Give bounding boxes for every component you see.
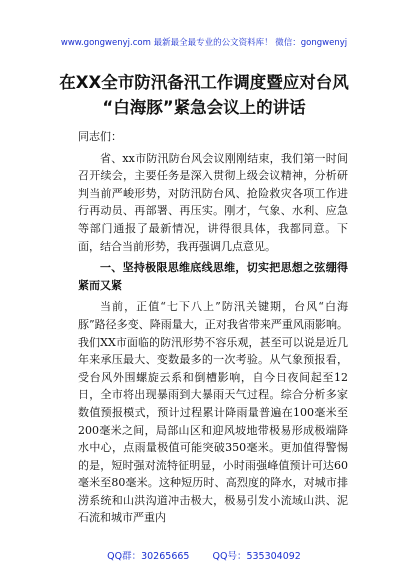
title-line-2: “白海豚”紧急会议上的讲话	[102, 98, 306, 117]
footer-qq-number: QQ号：535304092	[212, 551, 301, 562]
footer-contact	[0, 548, 408, 562]
paragraph-situation: 当前，正值“七下八上”防汛关键期，台风“白海豚”路径多变、降雨量大，正对我省带来严重风雨影响。我们XX市面临的防汛形势不容乐观，甚至可以说是近几年来承压最大、变数最多的一次考验。从气象预报看，受台风外围螺旋云系和倒槽影响，自今日夜间起至12日，全市将出现暴雨到大暴雨天气过程。综合分析多家数值预报模式，预计过程累计降雨量普遍在100毫米至200毫米之间，局部山区和迎风坡地带极易形成极端降水中心，点雨量极值可能突破350毫米。更加值得警惕的是，短时强对流特征明显，小时雨强峰值预计可达60毫米至80毫米。这种短历时、高烈度的降水，对城市排涝系统和山洪沟道冲击极大，极易引发小流域山洪、泥石流和城市严重内	[78, 300, 348, 525]
footer-qq-group: QQ群：30265665	[107, 551, 190, 562]
document-title	[0, 70, 408, 120]
section-heading-1: 一、坚持极限思维底线思维，切实把思想之弦绷得紧而又紧	[78, 261, 348, 292]
document-body	[78, 128, 348, 527]
greeting: 同志们：	[78, 130, 122, 143]
paragraph-intro: 省、xx市防汛防台风会议刚刚结束，我们第一时间召开续会，主要任务是深入贯彻上级会议精神，分析研判当前严峻形势，对防汛防台风、抢险救灾各项工作进行再动员、再部署、再压实。刚才，气象、水利、应急等部门通报了最新情况，讲得很具体，我都同意。下面，结合当前形势，我再强调几点意见。	[78, 151, 348, 253]
title-line-1: 在XX全市防汛备汛工作调度暨应对台风	[59, 73, 349, 92]
header-website-link[interactable]: www.gongwenyj.com 最新最全最专业的公文资料库！ 微信：gongwenyj	[60, 38, 348, 48]
